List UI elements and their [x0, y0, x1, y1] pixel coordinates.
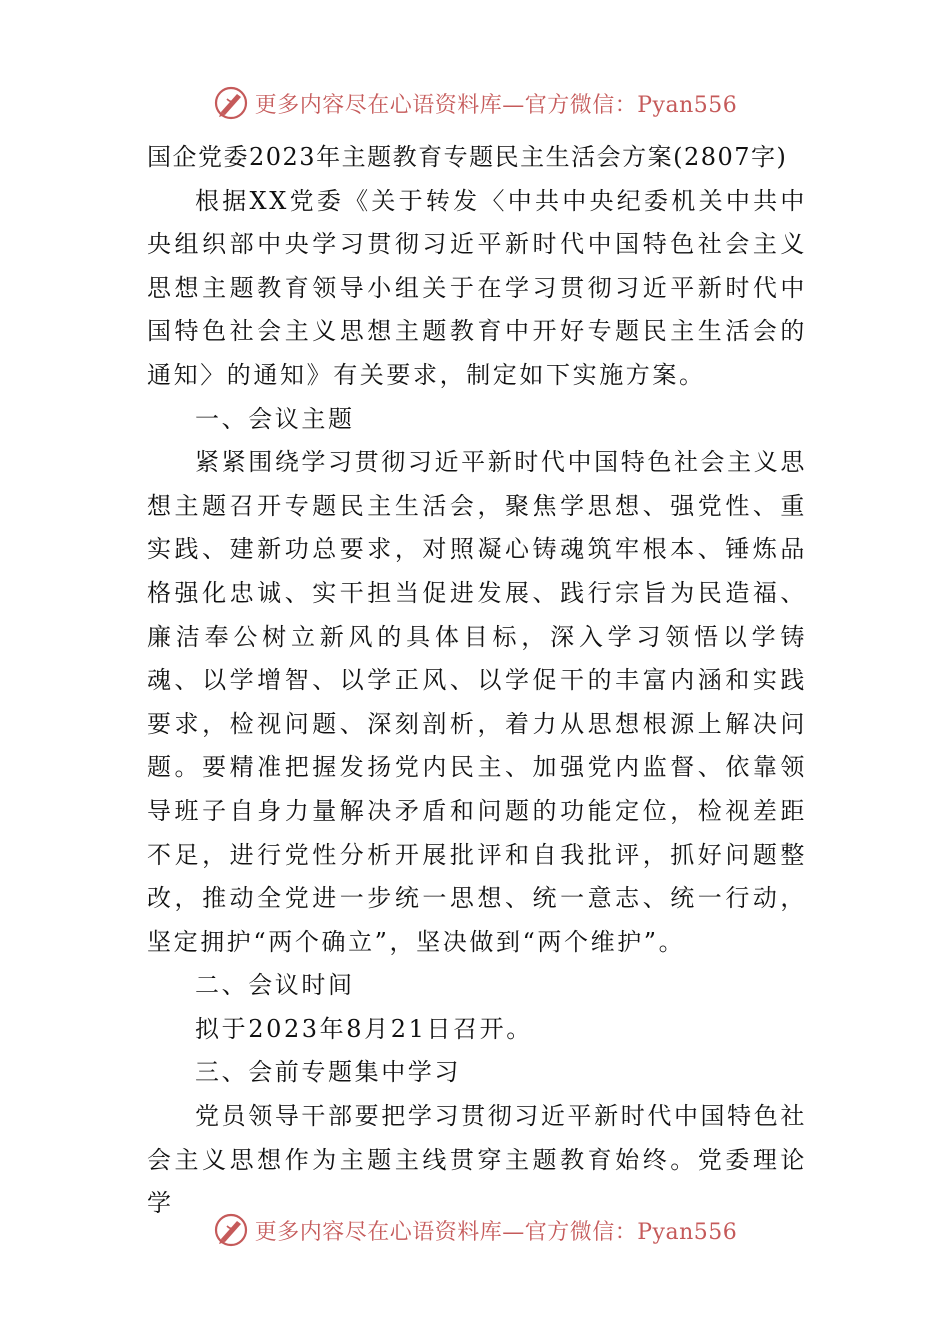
pen-logo-icon [213, 85, 249, 121]
watermark-banner-bottom [0, 1208, 950, 1252]
section-3-heading: 三、会前专题集中学习 [195, 1058, 461, 1087]
pen-logo-icon [213, 1212, 249, 1248]
section-3-paragraph: 党员领导干部要把学习贯彻习近平新时代中国特色社会主义思想作为主题主线贯穿主题教育始终。党委理论学 [147, 1102, 807, 1218]
section-2-heading: 二、会议时间 [195, 971, 355, 1000]
section-1-heading: 一、会议主题 [195, 404, 355, 433]
intro-paragraph: 根据XX党委《关于转发〈中共中央纪委机关中共中央组织部中央学习贯彻习近平新时代中国特色社会主义思想主题教育领导小组关于在学习贯彻习近平新时代中国特色社会主义思想主题教育中开好专题民主生活会的通知〉的通知》有关要求，制定如下实施方案。 [147, 186, 807, 389]
watermark-text-bottom: 更多内容尽在心语资料库—官方微信：Pyan556 [254, 1219, 738, 1245]
document-title: 国企党委2023年主题教育专题民主生活会方案(2807字) [147, 143, 788, 171]
watermark-text-top: 更多内容尽在心语资料库—官方微信：Pyan556 [254, 92, 738, 118]
document-body [147, 136, 807, 1226]
section-2-paragraph: 拟于2023年8月21日召开。 [195, 1014, 533, 1043]
watermark-banner-top [0, 81, 950, 125]
section-1-paragraph: 紧紧围绕学习贯彻习近平新时代中国特色社会主义思想主题召开专题民主生活会，聚焦学思想、强党性、重实践、建新功总要求，对照凝心铸魂筑牢根本、锤炼品格强化忠诚、实干担当促进发展、践行宗旨为民造福、廉洁奉公树立新风的具体目标，深入学习领悟以学铸魂、以学增智、以学正风、以学促干的丰富内涵和实践要求，检视问题、深刻剖析，着力从思想根源上解决问题。要精准把握发扬党内民主、加强党内监督、依靠领导班子自身力量解决矛盾和问题的功能定位，检视差距不足，进行党性分析开展批评和自我批评，抓好问题整改，推动全党进一步统一思想、统一意志、统一行动，坚定拥护“两个确立”，坚决做到“两个维护”。 [147, 448, 807, 956]
